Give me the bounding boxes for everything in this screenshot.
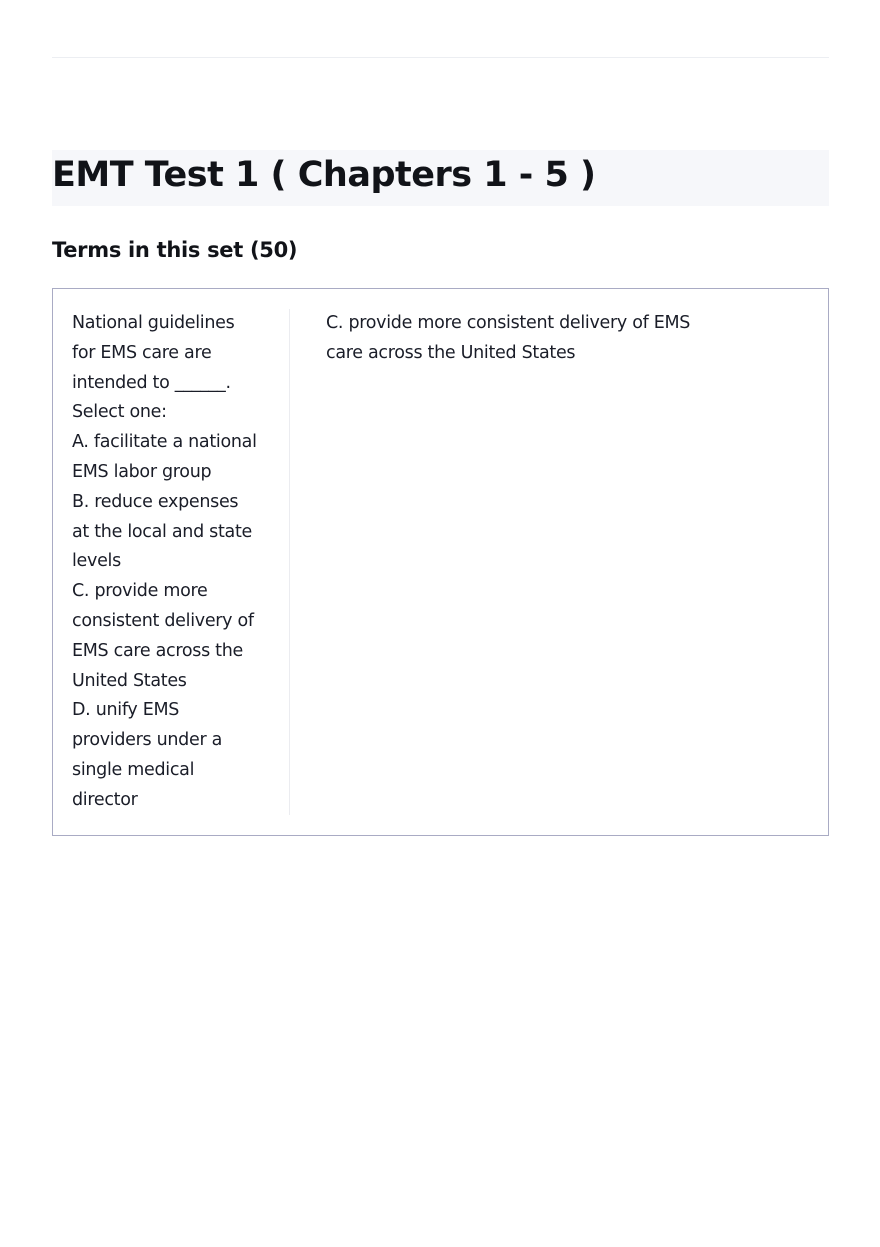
- column-divider: [289, 309, 290, 815]
- term-text: National guidelines for EMS care are intended to ______. Select one: A. facilitate a national EMS labor group B. reduce expenses at the local and state levels C. provide more consistent delivery of EMS care across the United States D. unify EMS providers under a single medical director: [72, 313, 257, 810]
- term-card: [52, 288, 829, 836]
- page-title: EMT Test 1 ( Chapters 1 - 5 ): [52, 155, 596, 195]
- title-banner: [52, 150, 829, 206]
- top-divider: [52, 57, 829, 58]
- terms-count-heading: Terms in this set (50): [52, 238, 298, 262]
- definition-text: C. provide more consistent delivery of EMS care across the United States: [326, 313, 691, 363]
